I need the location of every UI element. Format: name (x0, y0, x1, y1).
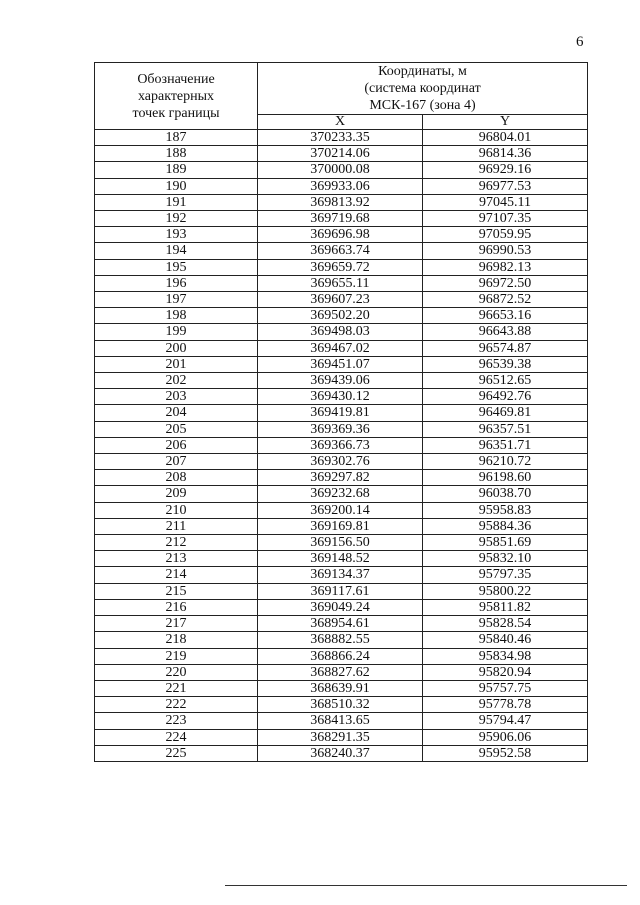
coordinates-table (94, 62, 588, 762)
x-coordinate-cell: 369655.11 (258, 275, 423, 291)
point-number-cell: 220 (95, 664, 258, 680)
y-coordinate-cell: 97107.35 (423, 211, 588, 227)
point-number-cell: 190 (95, 178, 258, 194)
y-coordinate-cell: 95828.54 (423, 616, 588, 632)
table-row (95, 373, 588, 389)
point-number-cell: 189 (95, 162, 258, 178)
table-row (95, 227, 588, 243)
header-coords-line-1: Координаты, м (378, 64, 467, 79)
y-coordinate-cell: 96653.16 (423, 308, 588, 324)
x-coordinate-cell: 369200.14 (258, 502, 423, 518)
table-row (95, 389, 588, 405)
table-row (95, 275, 588, 291)
table-row (95, 340, 588, 356)
x-coordinate-cell: 368510.32 (258, 697, 423, 713)
header-point-line-2: характерных (137, 88, 215, 104)
y-coordinate-cell: 95851.69 (423, 535, 588, 551)
x-coordinate-cell: 369297.82 (258, 470, 423, 486)
table-row (95, 356, 588, 372)
y-coordinate-cell: 95800.22 (423, 583, 588, 599)
table-row (95, 632, 588, 648)
x-coordinate-cell: 369719.68 (258, 211, 423, 227)
x-coordinate-cell: 369366.73 (258, 437, 423, 453)
point-number-cell: 199 (95, 324, 258, 340)
footer-rule (225, 885, 627, 886)
point-number-cell: 188 (95, 146, 258, 162)
table-row (95, 308, 588, 324)
x-coordinate-cell: 369419.81 (258, 405, 423, 421)
x-coordinate-cell: 369451.07 (258, 356, 423, 372)
point-number-cell: 195 (95, 259, 258, 275)
point-number-cell: 204 (95, 405, 258, 421)
table-row (95, 486, 588, 502)
header-coordinates (258, 63, 588, 115)
point-number-cell: 219 (95, 648, 258, 664)
header-y: Y (423, 115, 588, 130)
table-row (95, 178, 588, 194)
x-coordinate-cell: 368827.62 (258, 664, 423, 680)
point-number-cell: 187 (95, 130, 258, 146)
point-number-cell: 224 (95, 729, 258, 745)
point-number-cell: 211 (95, 518, 258, 534)
y-coordinate-cell: 95958.83 (423, 502, 588, 518)
y-coordinate-cell: 96038.70 (423, 486, 588, 502)
header-coords-line-3: МСК-167 (зона 4) (369, 98, 476, 113)
x-coordinate-cell: 369117.61 (258, 583, 423, 599)
table-row (95, 162, 588, 178)
x-coordinate-cell: 368639.91 (258, 680, 423, 696)
x-coordinate-cell: 369302.76 (258, 454, 423, 470)
point-number-cell: 191 (95, 194, 258, 210)
y-coordinate-cell: 95797.35 (423, 567, 588, 583)
x-coordinate-cell: 369148.52 (258, 551, 423, 567)
x-coordinate-cell: 369439.06 (258, 373, 423, 389)
table-row (95, 729, 588, 745)
y-coordinate-cell: 97059.95 (423, 227, 588, 243)
header-point-line-1: Обозначение (137, 71, 215, 87)
table-row (95, 454, 588, 470)
point-number-cell: 194 (95, 243, 258, 259)
point-number-cell: 223 (95, 713, 258, 729)
table-row (95, 664, 588, 680)
point-number-cell: 214 (95, 567, 258, 583)
point-number-cell: 222 (95, 697, 258, 713)
point-number-cell: 207 (95, 454, 258, 470)
x-coordinate-cell: 368954.61 (258, 616, 423, 632)
point-number-cell: 210 (95, 502, 258, 518)
table-row (95, 535, 588, 551)
header-x: X (258, 115, 423, 130)
point-number-cell: 203 (95, 389, 258, 405)
point-number-cell: 221 (95, 680, 258, 696)
point-number-cell: 197 (95, 292, 258, 308)
point-number-cell: 193 (95, 227, 258, 243)
y-coordinate-cell: 96990.53 (423, 243, 588, 259)
table-row (95, 470, 588, 486)
y-coordinate-cell: 95820.94 (423, 664, 588, 680)
y-coordinate-cell: 96512.65 (423, 373, 588, 389)
point-number-cell: 208 (95, 470, 258, 486)
table-row (95, 713, 588, 729)
x-coordinate-cell: 369502.20 (258, 308, 423, 324)
y-coordinate-cell: 96357.51 (423, 421, 588, 437)
header-coords-line-2: (система координат (364, 81, 481, 96)
point-number-cell: 218 (95, 632, 258, 648)
y-coordinate-cell: 96972.50 (423, 275, 588, 291)
x-coordinate-cell: 370000.08 (258, 162, 423, 178)
point-number-cell: 217 (95, 616, 258, 632)
y-coordinate-cell: 95840.46 (423, 632, 588, 648)
y-coordinate-cell: 96872.52 (423, 292, 588, 308)
y-coordinate-cell: 95952.58 (423, 745, 588, 761)
x-coordinate-cell: 370233.35 (258, 130, 423, 146)
x-coordinate-cell: 369232.68 (258, 486, 423, 502)
point-number-cell: 202 (95, 373, 258, 389)
table-row (95, 194, 588, 210)
x-coordinate-cell: 370214.06 (258, 146, 423, 162)
x-coordinate-cell: 369696.98 (258, 227, 423, 243)
point-number-cell: 198 (95, 308, 258, 324)
x-coordinate-cell: 369813.92 (258, 194, 423, 210)
point-number-cell: 192 (95, 211, 258, 227)
table-row (95, 324, 588, 340)
y-coordinate-cell: 95811.82 (423, 599, 588, 615)
table-row (95, 243, 588, 259)
table-row (95, 697, 588, 713)
y-coordinate-cell: 96977.53 (423, 178, 588, 194)
x-coordinate-cell: 369933.06 (258, 178, 423, 194)
y-coordinate-cell: 96539.38 (423, 356, 588, 372)
x-coordinate-cell: 369663.74 (258, 243, 423, 259)
y-coordinate-cell: 97045.11 (423, 194, 588, 210)
x-coordinate-cell: 369467.02 (258, 340, 423, 356)
y-coordinate-cell: 96814.36 (423, 146, 588, 162)
header-point-designation (95, 63, 258, 130)
table-row (95, 745, 588, 761)
y-coordinate-cell: 96804.01 (423, 130, 588, 146)
header-point-line-3: точек границы (132, 105, 220, 121)
point-number-cell: 215 (95, 583, 258, 599)
table-row (95, 583, 588, 599)
y-coordinate-cell: 95778.78 (423, 697, 588, 713)
table-row (95, 599, 588, 615)
table-row (95, 259, 588, 275)
page-number: 6 (576, 34, 584, 50)
y-coordinate-cell: 96469.81 (423, 405, 588, 421)
y-coordinate-cell: 96492.76 (423, 389, 588, 405)
table-row (95, 648, 588, 664)
y-coordinate-cell: 96351.71 (423, 437, 588, 453)
x-coordinate-cell: 368413.65 (258, 713, 423, 729)
y-coordinate-cell: 95757.75 (423, 680, 588, 696)
x-coordinate-cell: 369430.12 (258, 389, 423, 405)
x-coordinate-cell: 369498.03 (258, 324, 423, 340)
x-coordinate-cell: 368882.55 (258, 632, 423, 648)
point-number-cell: 200 (95, 340, 258, 356)
y-coordinate-cell: 95834.98 (423, 648, 588, 664)
y-coordinate-cell: 96643.88 (423, 324, 588, 340)
table-row (95, 551, 588, 567)
y-coordinate-cell: 96929.16 (423, 162, 588, 178)
table-row (95, 146, 588, 162)
point-number-cell: 196 (95, 275, 258, 291)
x-coordinate-cell: 369169.81 (258, 518, 423, 534)
y-coordinate-cell: 95794.47 (423, 713, 588, 729)
table-row (95, 680, 588, 696)
table-row (95, 405, 588, 421)
table-row (95, 502, 588, 518)
x-coordinate-cell: 369659.72 (258, 259, 423, 275)
point-number-cell: 213 (95, 551, 258, 567)
point-number-cell: 212 (95, 535, 258, 551)
table-row (95, 567, 588, 583)
point-number-cell: 206 (95, 437, 258, 453)
x-coordinate-cell: 369156.50 (258, 535, 423, 551)
point-number-cell: 225 (95, 745, 258, 761)
table-row (95, 616, 588, 632)
table-row (95, 518, 588, 534)
point-number-cell: 201 (95, 356, 258, 372)
table-row (95, 130, 588, 146)
point-number-cell: 205 (95, 421, 258, 437)
table-row (95, 437, 588, 453)
y-coordinate-cell: 95906.06 (423, 729, 588, 745)
table-row (95, 292, 588, 308)
y-coordinate-cell: 96198.60 (423, 470, 588, 486)
table-row (95, 211, 588, 227)
table-row (95, 421, 588, 437)
x-coordinate-cell: 369607.23 (258, 292, 423, 308)
x-coordinate-cell: 369134.37 (258, 567, 423, 583)
y-coordinate-cell: 95832.10 (423, 551, 588, 567)
y-coordinate-cell: 96210.72 (423, 454, 588, 470)
point-number-cell: 216 (95, 599, 258, 615)
x-coordinate-cell: 368240.37 (258, 745, 423, 761)
y-coordinate-cell: 96574.87 (423, 340, 588, 356)
x-coordinate-cell: 368291.35 (258, 729, 423, 745)
x-coordinate-cell: 368866.24 (258, 648, 423, 664)
x-coordinate-cell: 369369.36 (258, 421, 423, 437)
point-number-cell: 209 (95, 486, 258, 502)
y-coordinate-cell: 96982.13 (423, 259, 588, 275)
table-body (95, 130, 588, 762)
y-coordinate-cell: 95884.36 (423, 518, 588, 534)
x-coordinate-cell: 369049.24 (258, 599, 423, 615)
